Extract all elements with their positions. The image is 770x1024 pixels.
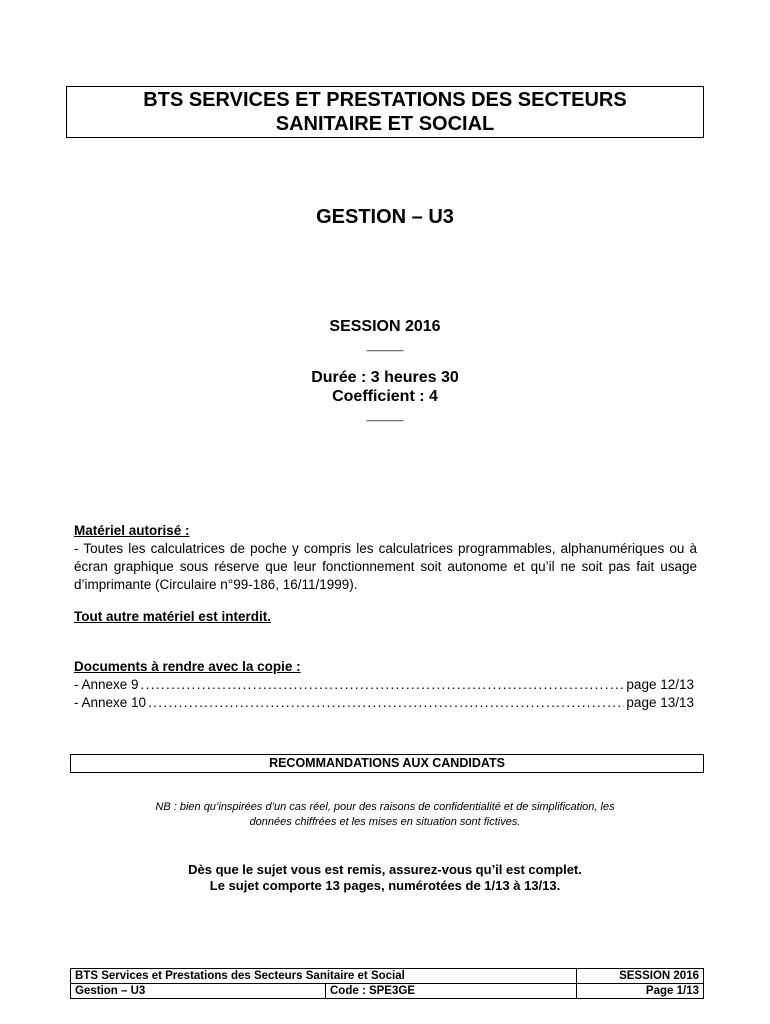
interdit-notice: Tout autre matériel est interdit. — [74, 609, 272, 624]
documents-heading: Documents à rendre avec la copie : — [74, 659, 301, 674]
exam-title-line1: BTS SERVICES ET PRESTATIONS DES SECTEURS — [143, 89, 627, 111]
footer-page-number: Page 1/13 — [577, 984, 704, 999]
materiel-heading: Matériel autorisé : — [74, 523, 190, 538]
duration-label: Durée : 3 heures 30 — [311, 369, 459, 386]
documents-section — [74, 658, 697, 712]
materiel-text: - Toutes les calculatrices de poche y compris les calculatrices programmables, alphanumériques ou à écran graphique sous réserve que leur fonctionnement soit autonome et qu’il ne soit pas fait usage d’imprimante (Circulaire n°99-186, 16/11/1999). — [74, 541, 697, 592]
page-footer — [70, 968, 704, 999]
document-item — [74, 694, 694, 712]
materiel-section — [74, 522, 697, 594]
completeness-line: Le sujet comporte 13 pages, numérotées de 1/13 à 13/13. — [209, 878, 561, 893]
footer-code: Code : SPE3GE — [326, 984, 577, 999]
document-label: - Annexe 9 — [74, 677, 139, 692]
document-label: - Annexe 10 — [74, 695, 147, 710]
document-page: page 12/13 — [626, 677, 694, 692]
session-label: SESSION 2016 — [329, 318, 441, 335]
completeness-line: Dès que le sujet vous est remis, assurez-vous qu’il est complet. — [188, 862, 582, 877]
separator-line: ______ — [366, 410, 404, 422]
document-page: page 13/13 — [626, 695, 694, 710]
nb-line: données chiffrées et les mises en situation sont fictives. — [249, 816, 521, 828]
nb-line: NB : bien qu’inspirées d’un cas réel, pour des raisons de confidentialité et de simplification, les — [155, 801, 615, 813]
footer-gestion: Gestion – U3 — [71, 984, 326, 999]
exam-title-box — [66, 86, 704, 138]
dot-leader — [141, 676, 625, 694]
recommandations-box: RECOMMANDATIONS AUX CANDIDATS — [70, 754, 704, 773]
dot-leader — [148, 694, 624, 712]
footer-session: SESSION 2016 — [577, 969, 704, 984]
document-item — [74, 676, 694, 694]
coefficient-label: Coefficient : 4 — [332, 388, 438, 405]
footer-bts: BTS Services et Prestations des Secteurs Sanitaire et Social — [71, 969, 577, 984]
completeness-notice — [0, 862, 770, 894]
nb-note — [0, 800, 770, 830]
subject-title: GESTION – U3 — [316, 206, 454, 228]
exam-duration-block — [0, 368, 770, 406]
separator-line: ______ — [366, 340, 404, 352]
exam-title-line2: SANITAIRE ET SOCIAL — [275, 113, 495, 135]
